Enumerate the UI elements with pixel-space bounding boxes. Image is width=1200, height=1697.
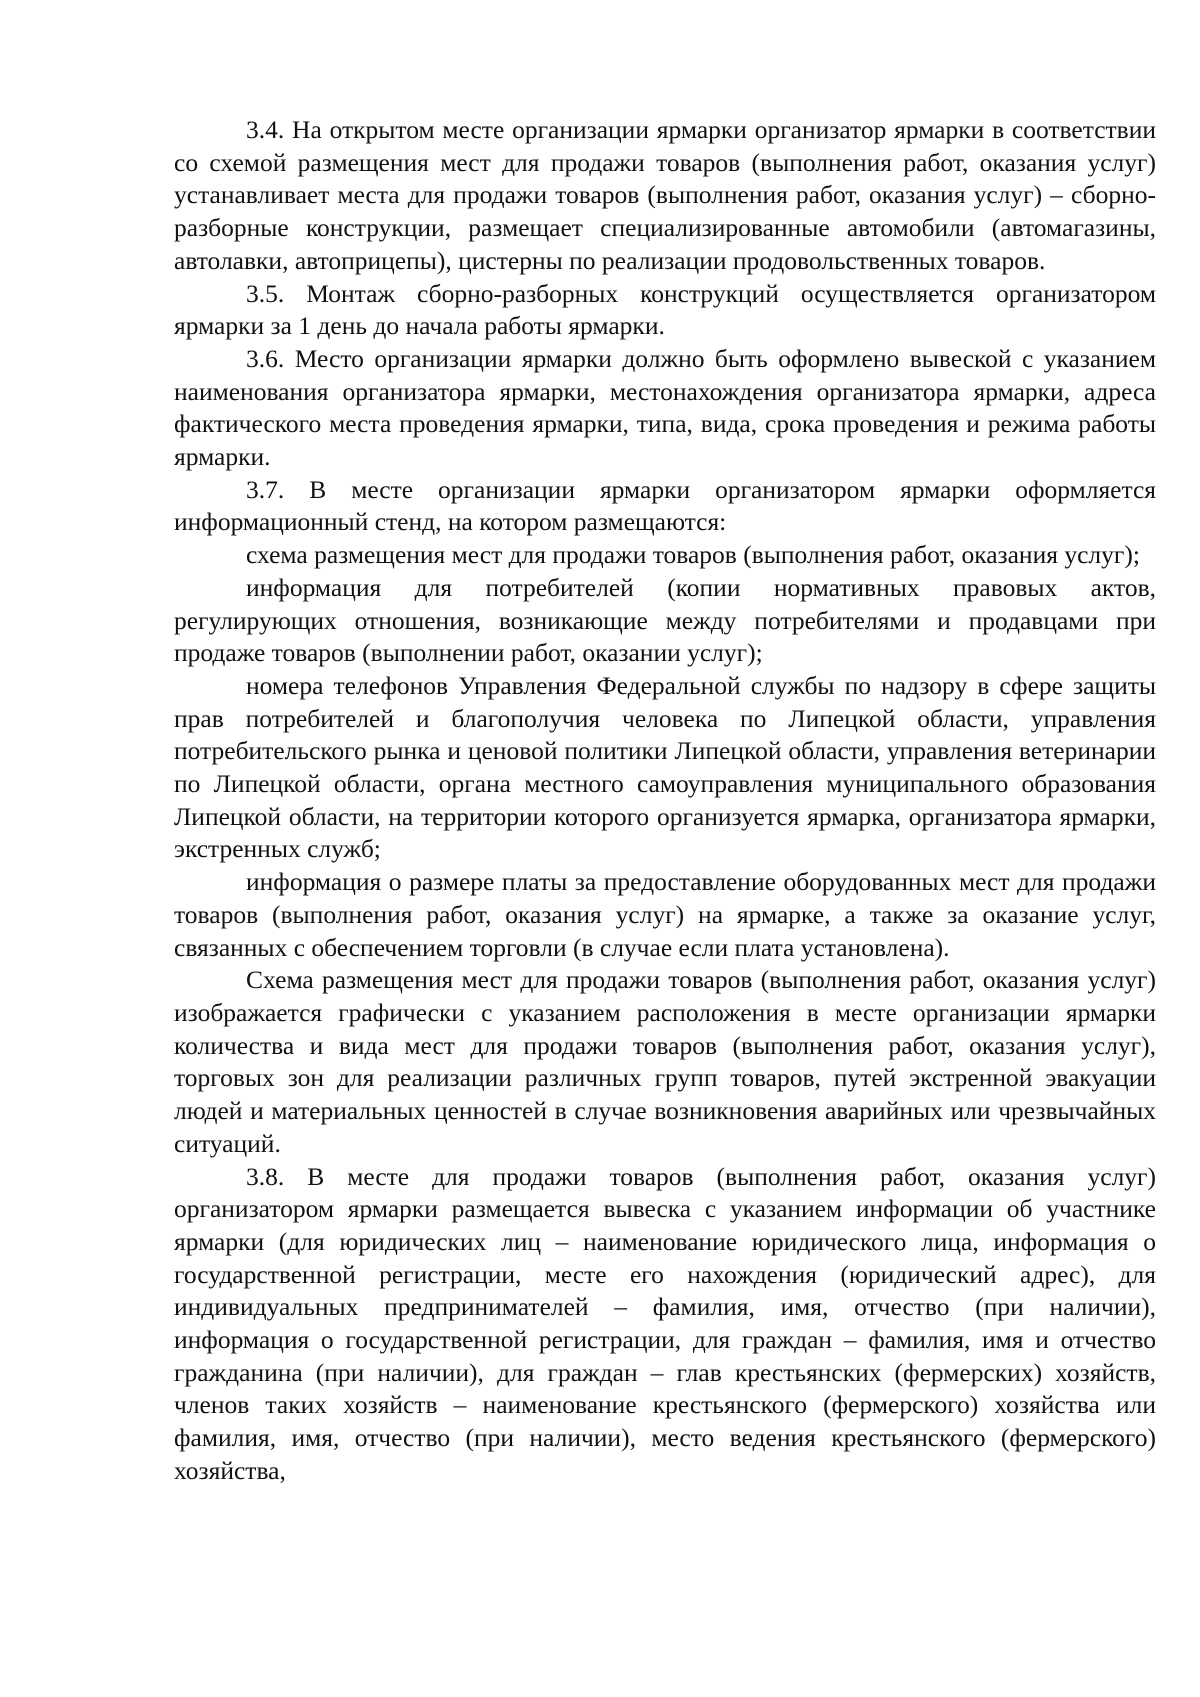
paragraph-3-5: 3.5. Монтаж сборно-разборных конструкций осуществляется организатором ярмарки за 1 день до начала работы ярмарки. [174,278,1156,341]
paragraph-3-8: 3.8. В месте для продажи товаров (выполнения работ, оказания услуг) организатором ярмарки размещается вывеска с указанием информации об участнике ярмарки (для юридических лиц – наименование юридического лица, информация о государственной регистрации, месте его нахождения (юридический адрес), для индивидуальных предпринимателей – фамилия, имя, отчество (при наличии), информация о государственной регистрации, для граждан – фамилия, имя и отчество гражданина (при наличии), для граждан – глав крестьянских (фермерских) хозяйств, членов таких хозяйств – наименование крестьянского (фермерского) хозяйства или фамилия, имя, отчество (при наличии), место ведения крестьянского (фермерского) хозяйства, [174,1161,1156,1485]
paragraph-3-6: 3.6. Место организации ярмарки должно быть оформлено вывеской с указанием наименования организатора ярмарки, местонахождения организатора ярмарки, адреса фактического места проведения ярмарки, типа, вида, срока проведения и режима работы ярмарки. [174,343,1156,472]
list-item-phone-numbers: номера телефонов Управления Федеральной службы по надзору в сфере защиты прав потребителей и благополучия человека по Липецкой области, управления потребительского рынка и ценовой политики Липецкой области, управления ветеринарии по Липецкой области, органа местного самоуправления муниципального образования Липецкой области, на территории которого организуется ярмарка, организатора ярмарки, экстренных служб; [174,670,1156,864]
list-item-consumer-info: информация для потребителей (копии нормативных правовых актов, регулирующих отношения, возникающие между потребителями и продавцами при продаже товаров (выполнении работ, оказании услуг); [174,572,1156,668]
paragraph-3-4: 3.4. На открытом месте организации ярмарки организатор ярмарки в соответствии со схемой размещения мест для продажи товаров (выполнения работ, оказания услуг) устанавливает места для продажи товаров (выполнения работ, оказания услуг) – сборно-разборные конструкции, размещает специализированные автомобили (автомагазины, автолавки, автоприцепы), цистерны по реализации продовольственных товаров. [174,115,1156,275]
document-page [174,114,1156,1488]
paragraph-scheme-description: Схема размещения мест для продажи товаров (выполнения работ, оказания услуг) изображается графически с указанием расположения в месте организации ярмарки количества и вида мест для продажи товаров (выполнения работ, оказания услуг), торговых зон для реализации различных групп товаров, путей экстренной эвакуации людей и материальных ценностей в случае возникновения аварийных или чрезвычайных ситуаций. [174,965,1156,1158]
list-item-fee-info: информация о размере платы за предоставление оборудованных мест для продажи товаров (выполнения работ, оказания услуг) на ярмарке, а также за оказание услуг, связанных с обеспечением торговли (в случае если плата установлена). [174,867,1156,962]
list-item-scheme: схема размещения мест для продажи товаров (выполнения работ, оказания услуг); [246,540,1140,570]
paragraph-3-7: 3.7. В месте организации ярмарки организатором ярмарки оформляется информационный стенд, на котором размещаются: [174,474,1156,537]
